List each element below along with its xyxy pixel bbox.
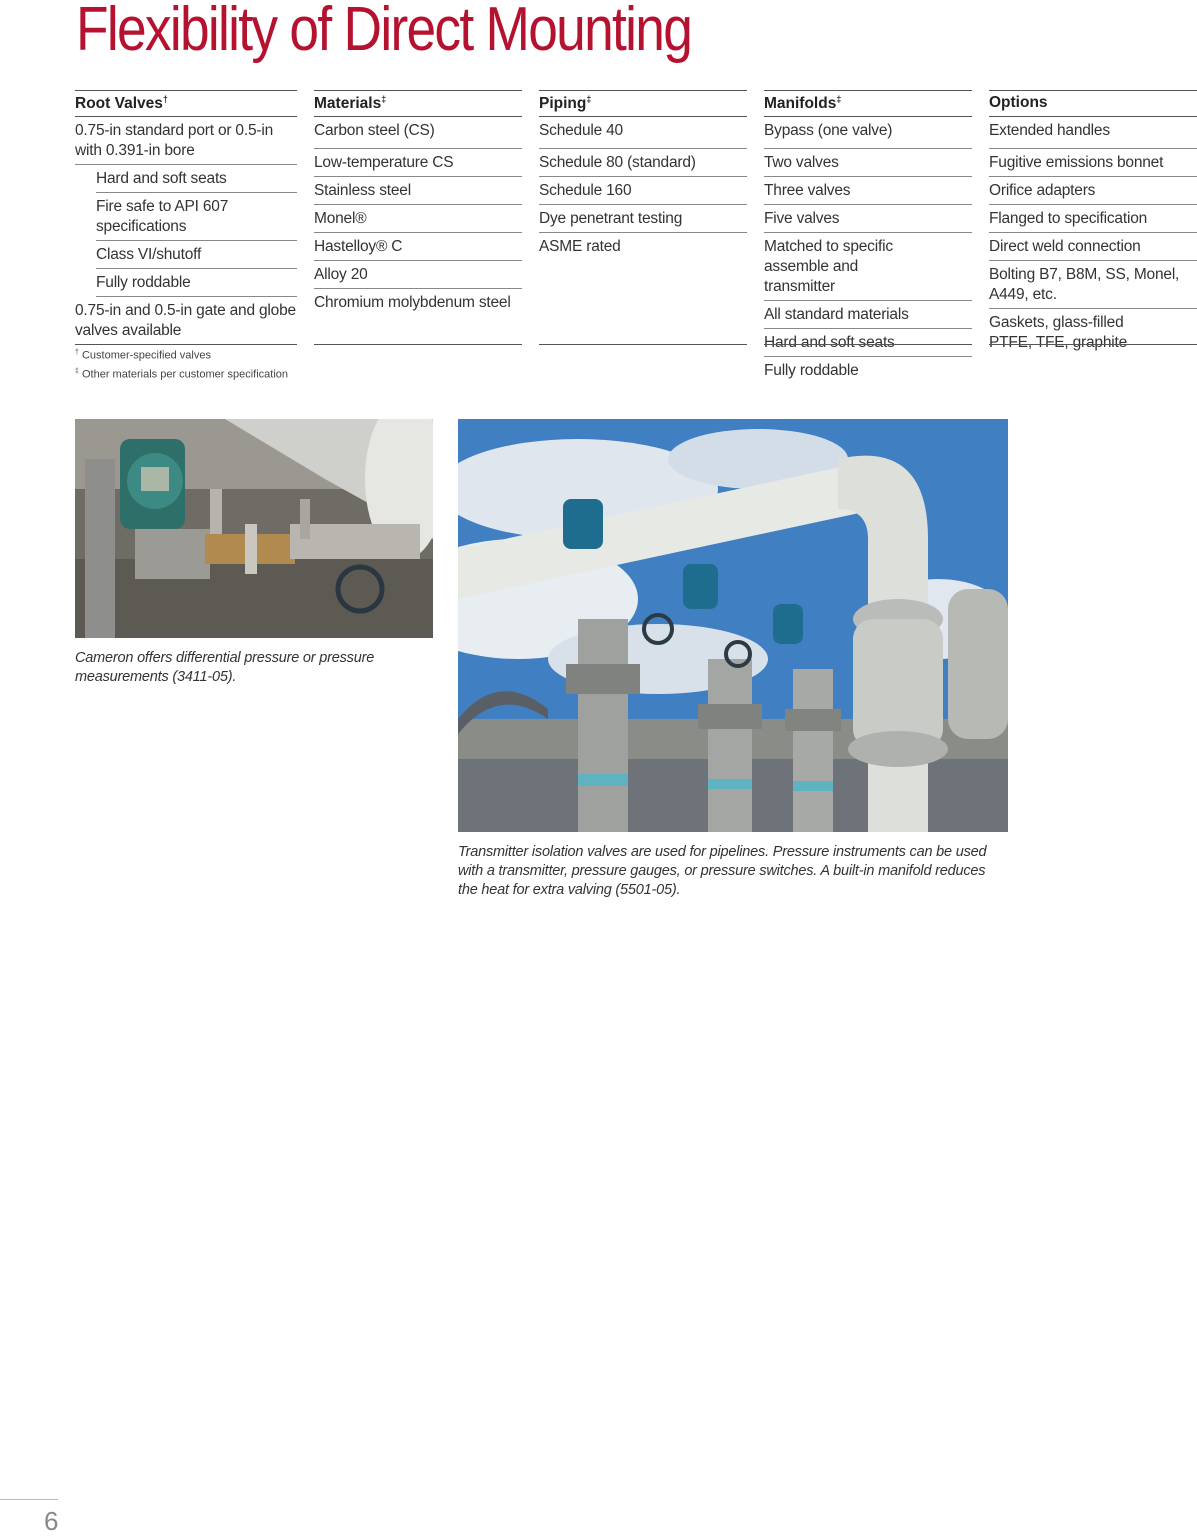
list-item: Low-temperature CS <box>314 149 522 177</box>
list-item: Orifice adapters <box>989 177 1197 205</box>
list-item: Flanged to specification <box>989 205 1197 233</box>
column-manifolds <box>764 90 972 384</box>
list-item: Three valves <box>764 177 972 205</box>
column-piping <box>539 90 747 260</box>
photo-transmitter-manifold <box>75 419 433 638</box>
list-item: Stainless steel <box>314 177 522 205</box>
list-item: Two valves <box>764 149 972 177</box>
list-item: Class VI/shutoff <box>96 241 297 269</box>
list-item: Fire safe to API 607 specifications <box>96 193 297 241</box>
list-item: Chromium molybdenum steel <box>314 294 511 311</box>
column-materials <box>314 90 522 316</box>
photo-transmitter-manifold-art <box>75 419 433 638</box>
page-number: 6 <box>44 1506 59 1536</box>
column-heading: Root Valves† <box>75 91 297 117</box>
list-item: All standard materials <box>764 301 972 329</box>
list-item: Schedule 160 <box>539 177 747 205</box>
column-heading: Manifolds‡ <box>764 91 972 117</box>
list-item: Dye penetrant testing <box>539 205 747 233</box>
list-item: Fully roddable <box>96 269 297 297</box>
column-divider <box>764 344 972 345</box>
column-heading: Options <box>989 91 1197 117</box>
column-divider <box>989 344 1197 345</box>
list-item: Gaskets, glass-filled PTFE, TFE, graphite <box>989 314 1128 351</box>
column-root-valves <box>75 90 297 344</box>
column-divider <box>75 344 297 345</box>
list-item: ASME rated <box>539 238 621 255</box>
list-item: Carbon steel (CS) <box>314 117 522 149</box>
footnote-double-dagger: ‡ Other materials per customer specification <box>75 368 288 381</box>
list-item: Alloy 20 <box>314 261 522 289</box>
column-divider <box>314 344 522 345</box>
list-item: Hard and soft seats <box>764 329 972 357</box>
column-heading: Piping‡ <box>539 91 747 117</box>
page-title: Flexibility of Direct Mounting <box>76 0 692 64</box>
footnote-dagger: † Customer-specified valves <box>75 349 211 362</box>
list-item: Fully roddable <box>764 362 859 379</box>
column-options <box>989 90 1197 356</box>
list-item: Hard and soft seats <box>96 165 297 193</box>
photo-pipeline-valves-art <box>458 419 1008 832</box>
list-item: Bypass (one valve) <box>764 117 972 149</box>
photo-pipeline-valves <box>458 419 1008 832</box>
list-item: Fugitive emissions bonnet <box>989 149 1197 177</box>
list-item: Hastelloy® C <box>314 233 522 261</box>
list-item: Schedule 40 <box>539 117 747 149</box>
list-item: Five valves <box>764 205 972 233</box>
list-item: Bolting B7, B8M, SS, Monel, A449, etc. <box>989 261 1197 309</box>
list-item: Monel® <box>314 205 522 233</box>
caption-left: Cameron offers differential pressure or pressure measurements (3411-05). <box>75 650 375 685</box>
list-item: Extended handles <box>989 117 1197 149</box>
list-item: 0.75-in and 0.5-in gate and globe valves available <box>75 302 296 339</box>
page-number-rule <box>0 1499 58 1500</box>
list-item: 0.75-in standard port or 0.5-in with 0.391-in bore <box>75 117 297 165</box>
caption-right: Transmitter isolation valves are used for pipelines. Pressure instruments can be used with a transmitter, pressure gauges, or pressure switches. A built-in manifold reduces the heat for extra valving (5501-05). <box>458 844 987 898</box>
list-item: Schedule 80 (standard) <box>539 149 747 177</box>
list-item: Matched to specific assemble and transmitter <box>764 233 972 301</box>
column-divider <box>539 344 747 345</box>
column-heading: Materials‡ <box>314 91 522 117</box>
list-item: Direct weld connection <box>989 233 1197 261</box>
